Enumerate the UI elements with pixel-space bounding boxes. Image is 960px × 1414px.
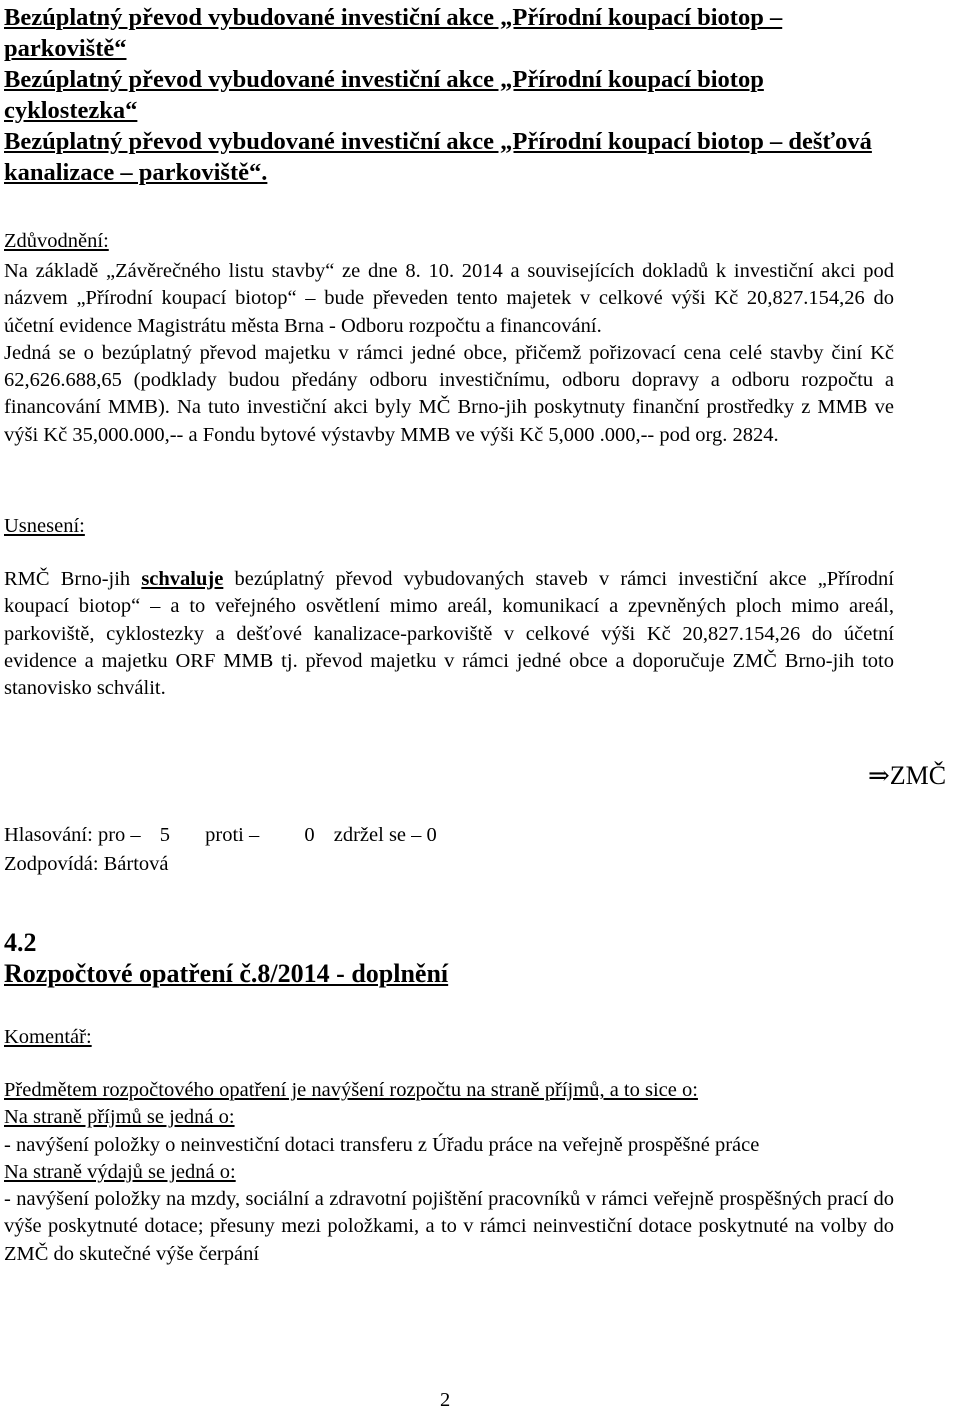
vote-proti-count: 0 xyxy=(304,824,315,846)
section-number: 4.2 xyxy=(4,928,37,957)
voting-block xyxy=(4,821,437,879)
komentar-intro: Předmětem rozpočtového opatření je navýšení rozpočtu na straně příjmů, a to sice o: xyxy=(4,1079,698,1101)
page-number: 2 xyxy=(440,1389,451,1411)
usneseni-verb: schvaluje xyxy=(141,568,224,590)
vote-pro-label: Hlasování: pro – xyxy=(4,824,141,846)
zduvodneni-heading: Zdůvodnění: xyxy=(4,230,109,252)
zduvodneni-paragraph-1: Na základě „Závěrečného listu stavby“ ze dne 8. 10. 2014 a souvisejících dokladů k investiční akci pod názvem „Přírodní koupací biotop“ – bude převeden tento majetek v celkové výši Kč 20,827.154,26 do účetní evidence Magistrátu města Brna - Odboru rozpočtu a financování. xyxy=(4,260,894,337)
zduvodneni-text xyxy=(4,258,894,449)
expense-item: - navýšení položky na mzdy, sociální a zdravotní pojištění pracovníků v rámci veřejně prospěšných prací do výše poskytnuté dotace; přesuny mezi položkami, a to v rámci neinvestiční dotace poskytnuté na volby do ZMČ do skutečné výše čerpání xyxy=(4,1188,894,1265)
vote-pro-count: 5 xyxy=(159,824,171,846)
zduvodneni-paragraph-2: Jedná se o bezúplatný převod majetku v rámci jedné obce, přičemž pořizovací cena celé stavby činí Kč 62,626.688,65 (podklady budou předány odboru investičnímu, odboru dopravy a odboru rozpočtu a financování MMB). Na tuto investiční akci byly MČ Brno-jih poskytnuty finanční prostředky z MMB ve výši Kč 35,000.000,-- a Fondu bytové výstavby MMB ve výši Kč 5,000 .000,-- pod org. 2824. xyxy=(4,341,894,446)
usneseni-text-before: RMČ Brno-jih xyxy=(4,568,142,590)
vote-zdrzel: zdržel se – 0 xyxy=(333,824,437,846)
komentar-heading: Komentář: xyxy=(4,1026,92,1048)
title-block xyxy=(4,2,899,188)
section-title: Rozpočtové opatření č.8/2014 - doplnění xyxy=(4,959,449,988)
income-item: - navýšení položky o neinvestiční dotaci transferu z Úřadu práce na veřejně prospěšné práce xyxy=(4,1133,760,1156)
komentar-text xyxy=(4,1077,894,1268)
usneseni-heading: Usnesení: xyxy=(4,515,85,537)
income-heading: Na straně příjmů se jedná o: xyxy=(4,1106,235,1129)
title-line-2: Bezúplatný převod vybudované investiční akce „Přírodní koupací biotop cyklostezka“ xyxy=(4,66,764,124)
usneseni-text xyxy=(4,566,894,702)
title-line-1: Bezúplatný převod vybudované investiční akce „Přírodní koupací biotop – parkoviště“ xyxy=(4,4,783,62)
title-line-3: Bezúplatný převod vybudované investiční akce „Přírodní koupací biotop – dešťová kanalizace – parkoviště“. xyxy=(4,128,872,186)
referral-zmc: ⇒ZMČ xyxy=(868,761,947,790)
section-header xyxy=(4,927,448,989)
responsible-person: Zodpovídá: Bártová xyxy=(4,853,169,875)
usneseni-text-after: bezúplatný převod vybudovaných staveb v rámci investiční akce „Přírodní koupací biotop“ – a to veřejného osvětlení mimo areál, komunikací a zpevněných ploch mimo areál, parkoviště, cyklostezky a dešťové kanalizace-parkoviště v celkové výši Kč 20,827.154,26 do účetní evidence a majetku ORF MMB tj. převod majetku v rámci jedné obce a doporučuje ZMČ Brno-jih toto stanovisko schválit. xyxy=(4,568,894,700)
vote-proti-label: proti – xyxy=(205,824,260,846)
voting-line xyxy=(4,821,437,850)
expense-heading: Na straně výdajů se jedná o: xyxy=(4,1160,236,1183)
